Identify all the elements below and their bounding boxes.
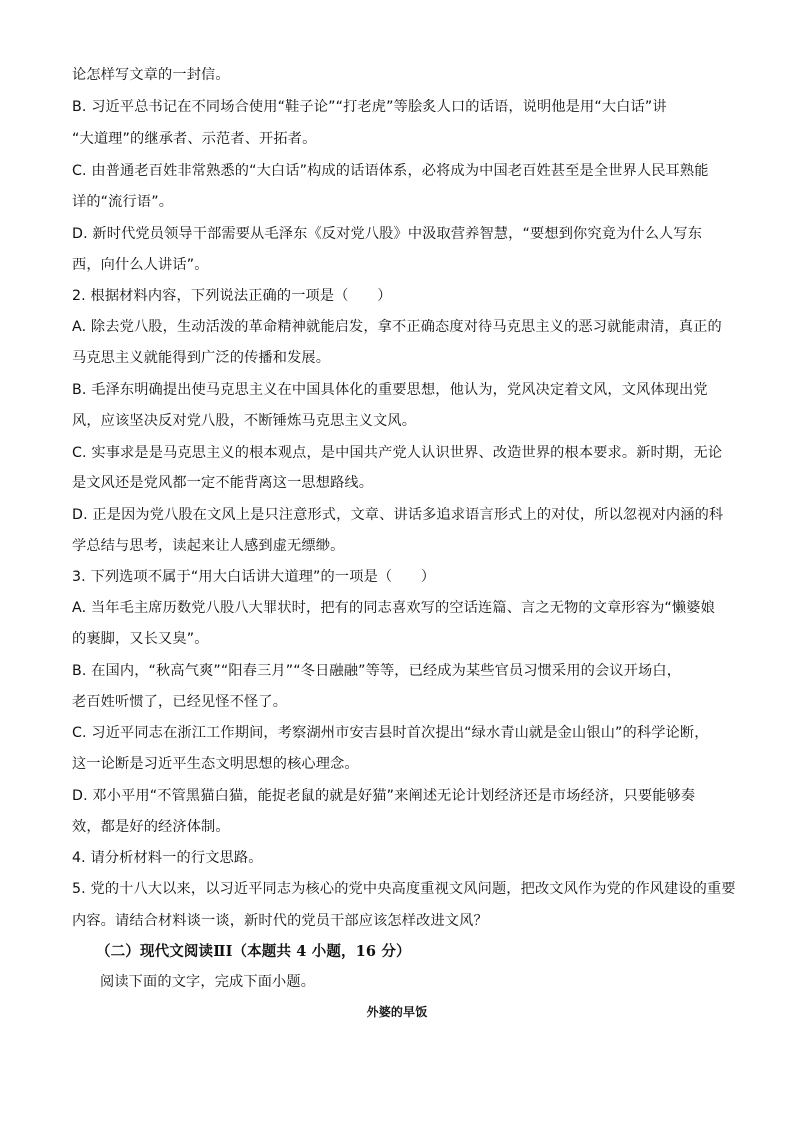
reading-instruction: 阅读下面的文字，完成下面小题。 <box>100 974 316 990</box>
text-line: 的裹脚，又长又臭”。 <box>72 631 209 647</box>
question-3: 3. 下列选项不属于“用大白话讲大道理”的一项是（ ） <box>72 569 436 585</box>
text-line: B. 习近平总书记在不同场合使用“鞋子论”“打老虎”等脍炙人口的话语，说明他是用“大白话”讲 <box>72 99 667 115</box>
text-line: “大道理”的继承者、示范者、开拓者。 <box>72 131 317 147</box>
text-line: A. 当年毛主席历数党八股八大罪状时，把有的同志喜欢写的空话连篇、言之无物的文章形容为“懒婆娘 <box>72 600 715 616</box>
text-line: 西，向什么人讲话”。 <box>72 257 209 273</box>
text-line: C. 习近平同志在浙江工作期间，考察湖州市安吉县时首次提出“绿水青山就是金山银山”的科学论断， <box>72 725 709 741</box>
text-line: 学总结与思考，读起来让人感到虚无缥缈。 <box>72 538 345 554</box>
question-5: 5. 党的十八大以来，以习近平同志为核心的党中央高度重视文风问题，把改文风作为党的作风建设的重要 <box>72 881 736 897</box>
text-line: 是文风还是党风都一定不能背离这一思想路线。 <box>72 475 374 491</box>
question-2: 2. 根据材料内容，下列说法正确的一项是（ ） <box>72 288 392 304</box>
text-line: 老百姓听惯了，已经见怪不怪了。 <box>72 694 288 710</box>
text-line: B. 在国内，“秋高气爽”“阳春三月”“冬日融融”等等，已经成为某些官员习惯采用的会议开场白， <box>72 663 682 679</box>
text-line: 详的“流行语”。 <box>72 194 174 210</box>
text-line: 内容。请结合材料谈一谈，新时代的党员干部应该怎样改进文风？ <box>72 913 488 929</box>
text-line: C. 实事求是是马克思主义的根本观点，是中国共产党人认识世界、改造世界的根本要求。新时期，无论 <box>72 445 723 461</box>
passage-title: 外婆的早饭 <box>366 1005 428 1019</box>
text-line: 论怎样写文章的一封信。 <box>72 67 230 83</box>
text-line: D. 邓小平用“不管黑猫白猫，能捉老鼠的就是好猫”来阐述无论计划经济还是市场经济，只要能够奏 <box>72 788 696 804</box>
text-line: C. 由普通老百姓非常熟悉的“大白话”构成的话语体系，必将成为中国老百姓甚至是全世界人民耳熟能 <box>72 163 709 179</box>
text-line: A. 除去党八股，生动活泼的革命精神就能启发，拿不正确态度对待马克思主义的恶习就能肃清，真正的 <box>72 319 722 335</box>
text-line: D. 正是因为党八股在文风上是只注意形式，文章、讲话多追求语言形式上的对仗，所以忽视对内涵的科 <box>72 507 724 523</box>
text-line: 效，都是好的经济体制。 <box>72 819 230 835</box>
section-heading: （二）现代文阅读ⅡⅠ（本题共 4 小题，16 分） <box>96 943 411 960</box>
text-line: D. 新时代党员领导干部需要从毛泽东《反对党八股》中汲取营养智慧，“要想到你究竟为什么人写东 <box>72 226 703 242</box>
question-4: 4. 请分析材料一的行文思路。 <box>72 850 263 866</box>
text-line: 风，应该坚决反对党八股，不断锤炼马克思主义文风。 <box>72 413 417 429</box>
text-line: B. 毛泽东明确提出使马克思主义在中国具体化的重要思想，他认为，党风决定着文风，文风体现出党 <box>72 382 708 398</box>
text-line: 马克思主义就能得到广泛的传播和发展。 <box>72 350 331 366</box>
text-line: 这一论断是习近平生态文明思想的核心理念。 <box>72 756 359 772</box>
